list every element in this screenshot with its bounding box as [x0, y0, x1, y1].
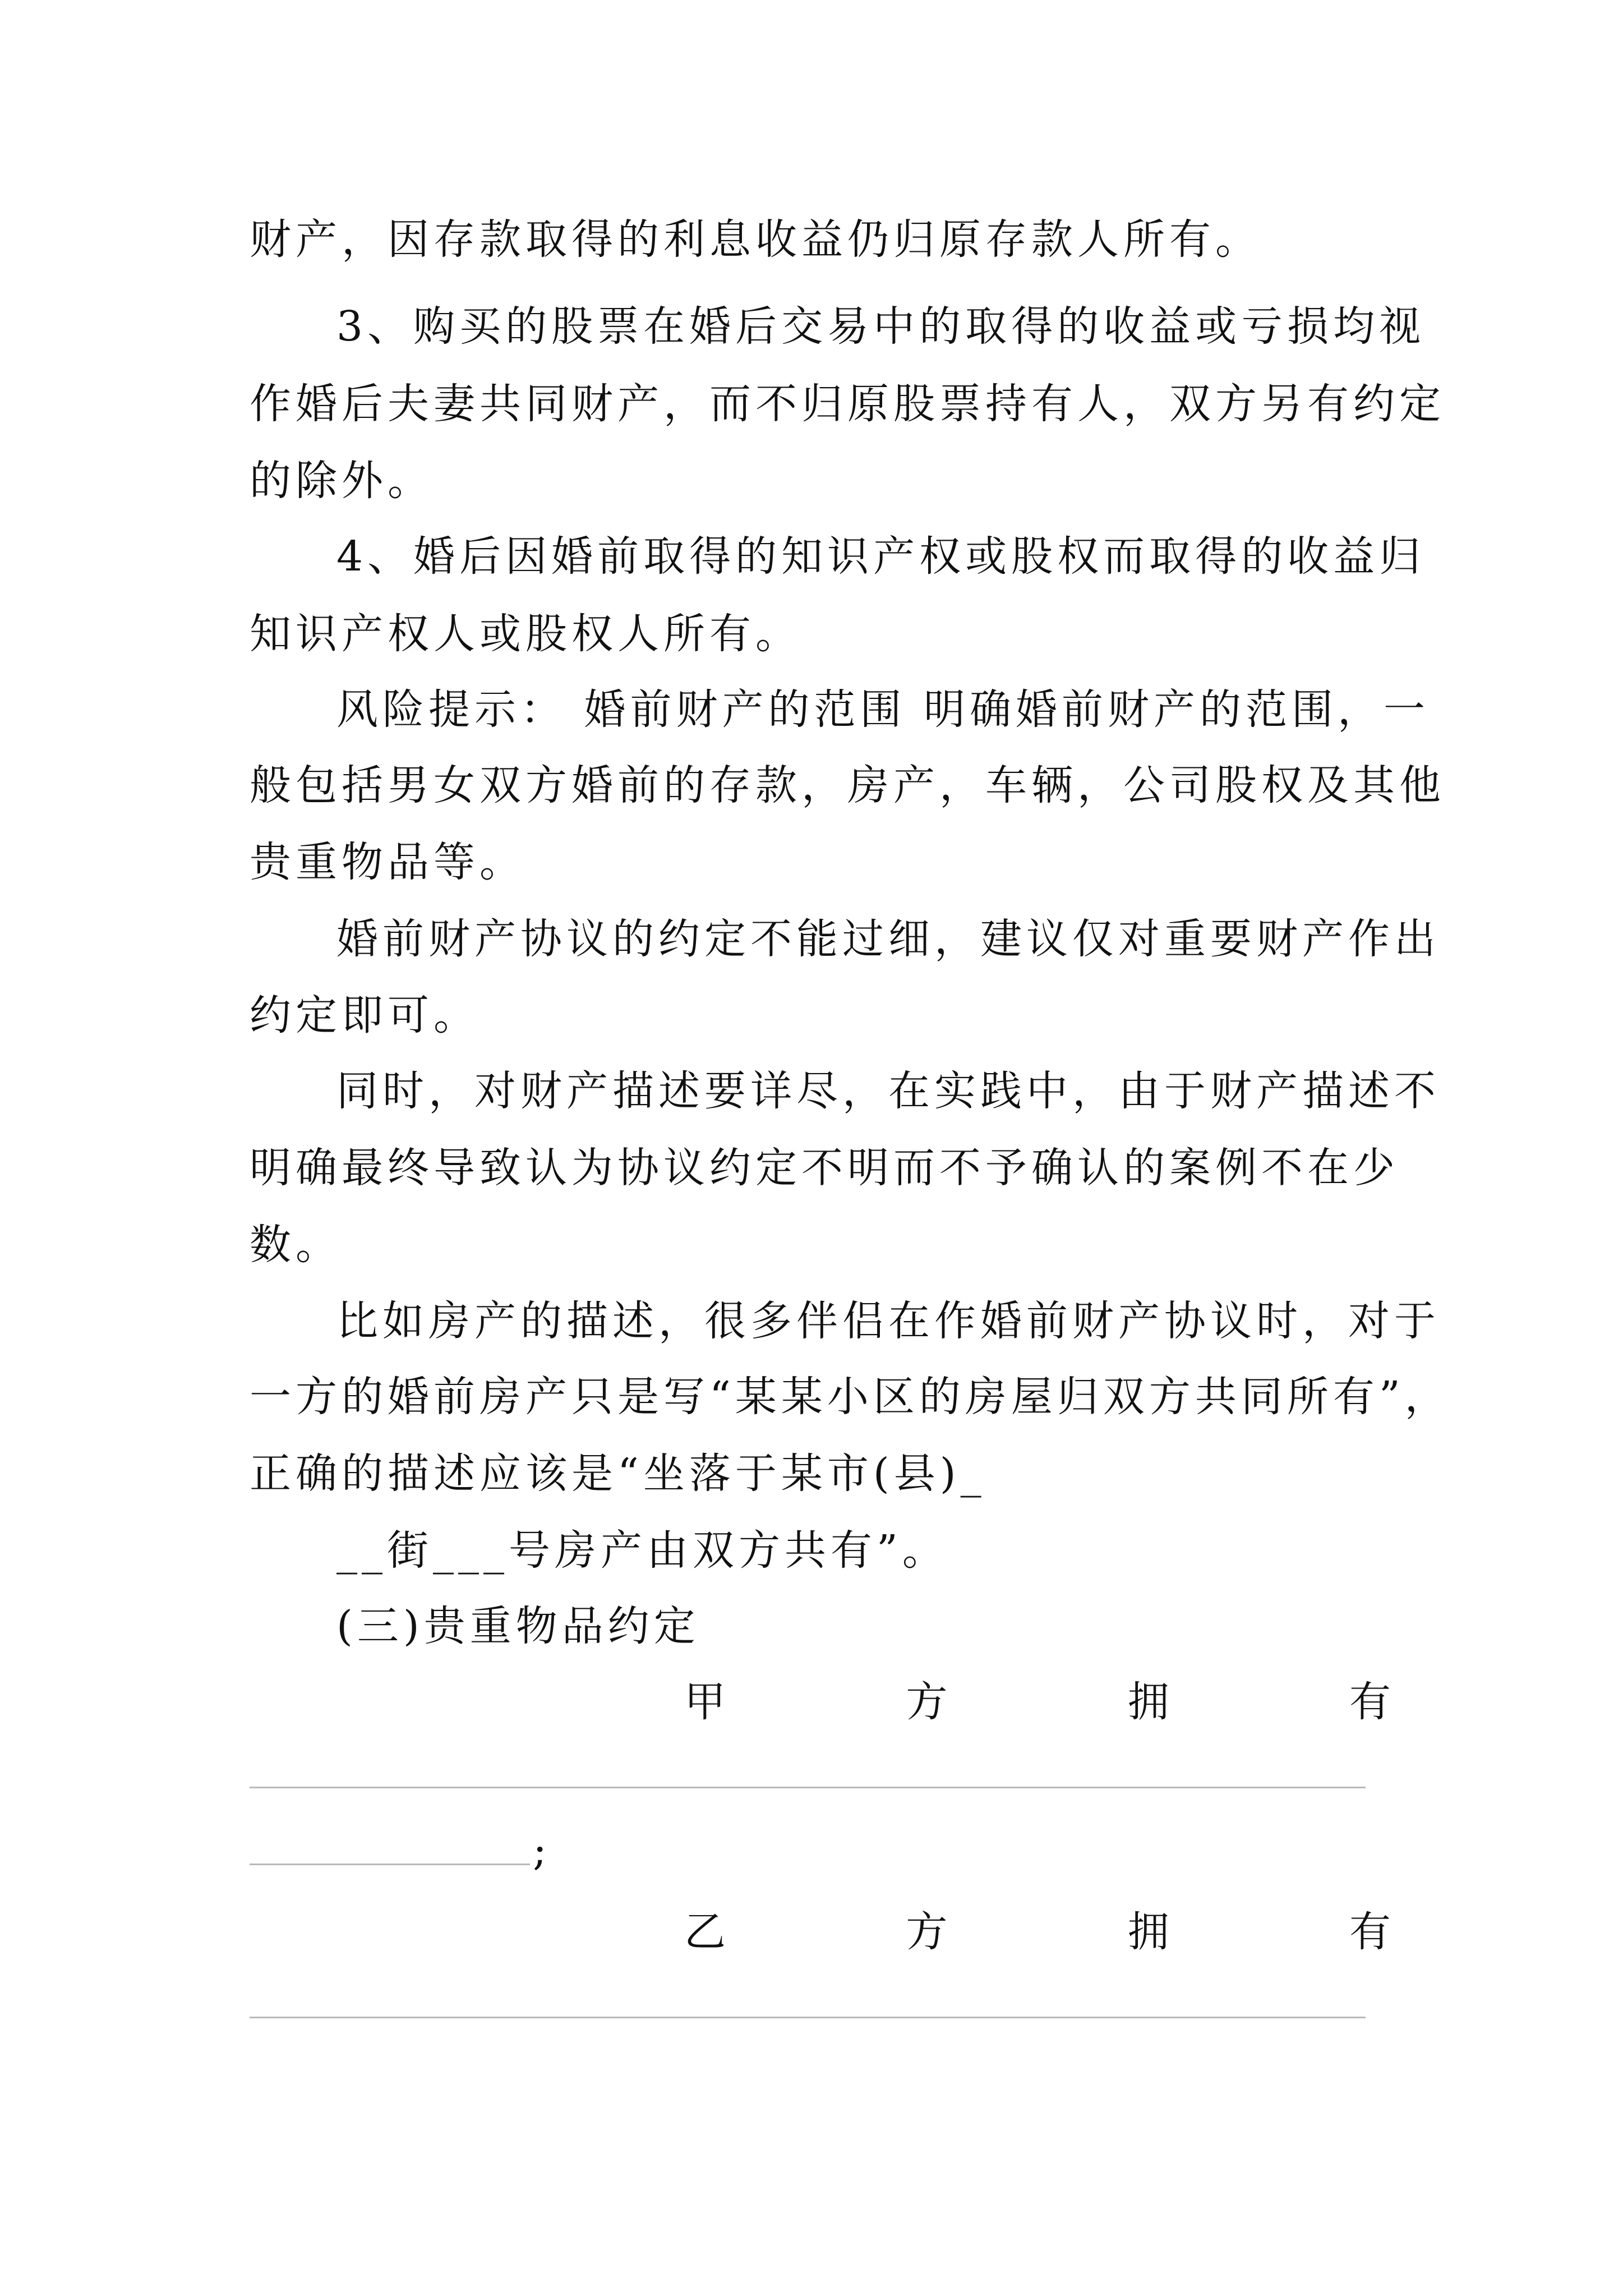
fill-in-blank-line	[250, 2017, 1366, 2018]
semicolon-text: ;	[533, 1826, 547, 1875]
party-a-char: 拥	[1127, 1678, 1169, 1726]
paragraph-line: 财产，因存款取得的利息收益仍归原存款人所有。	[250, 215, 1261, 264]
paragraph-line: 约定即可。	[250, 991, 479, 1039]
paragraph-line: 作婚后夫妻共同财产，而不归原股票持有人，双方另有约定	[250, 380, 1445, 428]
paragraph-line: 般包括男女双方婚前的存款，房产，车辆，公司股权及其他	[250, 761, 1445, 809]
paragraph-line: 正确的描述应该是“坐落于某市(县)_	[250, 1450, 986, 1498]
party-b-char: 拥	[1127, 1908, 1169, 1956]
paragraph-line: 风险提示： 婚前财产的范围 明确婚前财产的范围，一	[336, 685, 1430, 734]
party-a-row	[684, 1678, 1391, 1726]
paragraph-line: 婚前财产协议的约定不能过细，建议仅对重要财产作出	[336, 915, 1440, 963]
fill-in-blank-line	[250, 1787, 1366, 1788]
paragraph-line: 4、婚后因婚前取得的知识产权或股权而取得的收益归	[336, 532, 1426, 581]
paragraph-line: 比如房产的描述，很多伴侣在作婚前财产协议时，对于	[336, 1297, 1440, 1345]
paragraph-line: 明确最终导致认为协议约定不明而不予确认的案例不在少	[250, 1144, 1399, 1192]
paragraph-line: 同时，对财产描述要详尽，在实践中，由于财产描述不	[336, 1067, 1440, 1115]
party-b-row	[684, 1908, 1391, 1956]
fill-in-blank-line	[250, 1864, 530, 1865]
party-a-char: 有	[1349, 1678, 1391, 1726]
paragraph-line: 3、购买的股票在婚后交易中的取得的收益或亏损均视	[336, 302, 1426, 351]
paragraph-line: __街___号房产由双方共有”。	[336, 1526, 948, 1575]
party-a-char: 甲	[684, 1678, 726, 1726]
party-a-char: 方	[906, 1678, 948, 1726]
paragraph-line: 一方的婚前房产只是写“某某小区的房屋归双方共同所有”，	[250, 1373, 1451, 1421]
paragraph-line: 知识产权人或股权人所有。	[250, 610, 801, 658]
party-b-char: 乙	[684, 1908, 726, 1956]
party-b-char: 方	[906, 1908, 948, 1956]
section-heading: (三)贵重物品约定	[336, 1602, 700, 1650]
party-b-char: 有	[1349, 1908, 1391, 1956]
paragraph-line: 数。	[250, 1221, 342, 1269]
paragraph-line: 的除外。	[250, 457, 434, 505]
paragraph-line: 贵重物品等。	[250, 838, 525, 886]
